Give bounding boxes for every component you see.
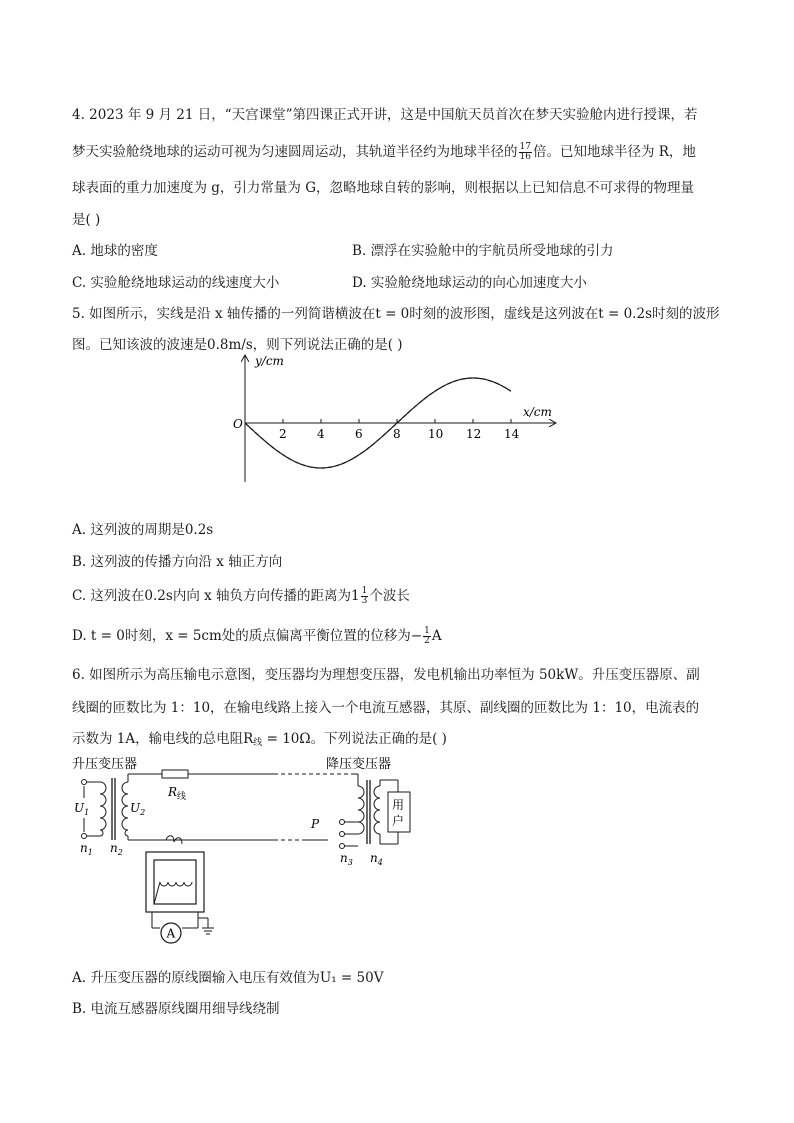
q6-stem-line-3-a: 示数为 1A，输电线的总电阻R	[72, 731, 254, 747]
q4-stem-line-3: 球表面的重力加速度为 g，引力常量为 G，忽略地球自转的影响，则根据以上已知信息不可求得的物理量	[72, 180, 695, 196]
q4-option-c: C. 实验舱绕地球运动的线速度大小	[72, 275, 280, 291]
resistor-label: $R_线$	[168, 785, 187, 802]
q5-option-b: B. 这列波的传播方向沿 x 轴正方向	[72, 554, 283, 570]
q4-stem-line-1: 4. 2023 年 9 月 21 日，“天宫课堂”第四课正式开讲，这是中国航天员首次在梦天实验舱内进行授课，若	[72, 107, 698, 123]
q5-option-c-denominator: 3	[361, 596, 368, 606]
q5-option-c-numerator: 1	[361, 586, 368, 596]
q4-option-d: D. 实验舱绕地球运动的向心加速度大小	[352, 275, 587, 291]
step-up-secondary	[122, 774, 128, 840]
step-down-secondary	[374, 780, 398, 844]
q4-stem-line-4: 是( )	[72, 212, 101, 228]
current-transformer	[146, 836, 214, 934]
x-tick-group	[279, 419, 520, 441]
q5-option-d-fraction	[423, 627, 431, 646]
step-up-transformer-label: 升压变压器	[72, 757, 138, 772]
q5-option-c	[72, 584, 410, 606]
x-axis-label: x/cm	[523, 405, 552, 419]
q4-fraction-numerator: 17	[519, 142, 531, 152]
q5-option-d-a: D. t = 0时刻，x = 5cm处的质点偏离平衡位置的位移为−	[72, 628, 423, 644]
n4-label: $n_4$	[370, 851, 383, 867]
origin-label: O	[233, 417, 243, 431]
q6-stem-line-3-b: = 10Ω。下列说法正确的是( )	[262, 731, 447, 747]
q4-option-a: A. 地球的密度	[72, 243, 158, 259]
x-tick-label: 10	[428, 427, 444, 441]
q4-stem-line-2	[72, 140, 696, 162]
x-tick-label: 12	[466, 427, 482, 441]
n3-label: $n_3$	[340, 851, 353, 867]
transmission-circuit-diagram	[68, 752, 428, 952]
x-tick-label: 6	[355, 427, 363, 441]
q5-option-c-b: 个波长	[369, 588, 410, 604]
q4-option-b: B. 漂浮在实验舱中的宇航员所受地球的引力	[352, 243, 614, 259]
line-resistor	[162, 770, 188, 778]
x-tick-label: 2	[279, 427, 287, 441]
q6-stem-line-1: 6. 如图所示为高压输电示意图，变压器均为理想变压器，发电机输出功率恒为 50kW。升压变压器原、副	[72, 667, 700, 683]
q5-option-c-a: C. 这列波在0.2s内向 x 轴负方向传播的距离为1	[72, 588, 360, 604]
x-tick-label: 4	[317, 427, 325, 441]
n2-label: $n_2$	[110, 841, 123, 857]
q5-option-a: A. 这列波的周期是0.2s	[72, 522, 214, 538]
step-down-primary	[340, 774, 371, 849]
q4-stem-line-2-b: 倍。已知地球半径为 R，地	[532, 144, 696, 160]
q5-option-c-fraction	[361, 587, 369, 606]
tap-p-label: P	[311, 817, 320, 831]
u2-label: $U_2$	[130, 801, 146, 817]
q5-option-d-b: A	[431, 628, 442, 644]
y-axis-label: y/cm	[255, 354, 284, 368]
q6-option-b: B. 电流互感器原线圈用细导线绕制	[72, 1001, 280, 1017]
q6-stem-line-3-sub: 线	[253, 738, 263, 748]
q5-option-d-numerator: 1	[424, 626, 430, 636]
x-tick-label: 14	[504, 427, 520, 441]
q5-option-d	[72, 624, 442, 646]
q5-option-d-denominator: 2	[424, 636, 430, 646]
user-label-1: 用	[392, 798, 405, 812]
u1-label: $U_1$	[74, 801, 90, 817]
q6-option-a: A. 升压变压器的原线圈输入电压有效值为U₁ = 50V	[72, 970, 384, 986]
q6-stem-line-2: 线圈的匝数比为 1：10，在输电线路上接入一个电流互感器，其原、副线圈的匝数比为 1：10，电流表的	[72, 700, 700, 716]
q5-stem-line-2: 图。已知该波的波速是0.8m/s，则下列说法正确的是( )	[72, 337, 403, 353]
ammeter-label: A	[166, 926, 176, 941]
x-tick-label: 8	[393, 427, 401, 441]
q4-stem-line-2-a: 梦天实验舱绕地球的运动可视为匀速圆周运动，其轨道半径约为地球半径的	[72, 144, 518, 160]
q6-stem-line-3	[72, 727, 447, 748]
n1-label: $n_1$	[80, 841, 93, 857]
q5-stem-line-1: 5. 如图所示，实线是沿 x 轴传播的一列简谐横波在t = 0时刻的波形图，虚线是这列波在t = 0.2s时刻的波形	[72, 306, 720, 322]
q4-fraction	[519, 143, 532, 162]
user-label-2: 户	[392, 814, 405, 828]
wave-graph	[225, 350, 565, 490]
step-down-transformer-label: 降压变压器	[326, 757, 392, 772]
q4-fraction-denominator: 16	[519, 152, 531, 162]
